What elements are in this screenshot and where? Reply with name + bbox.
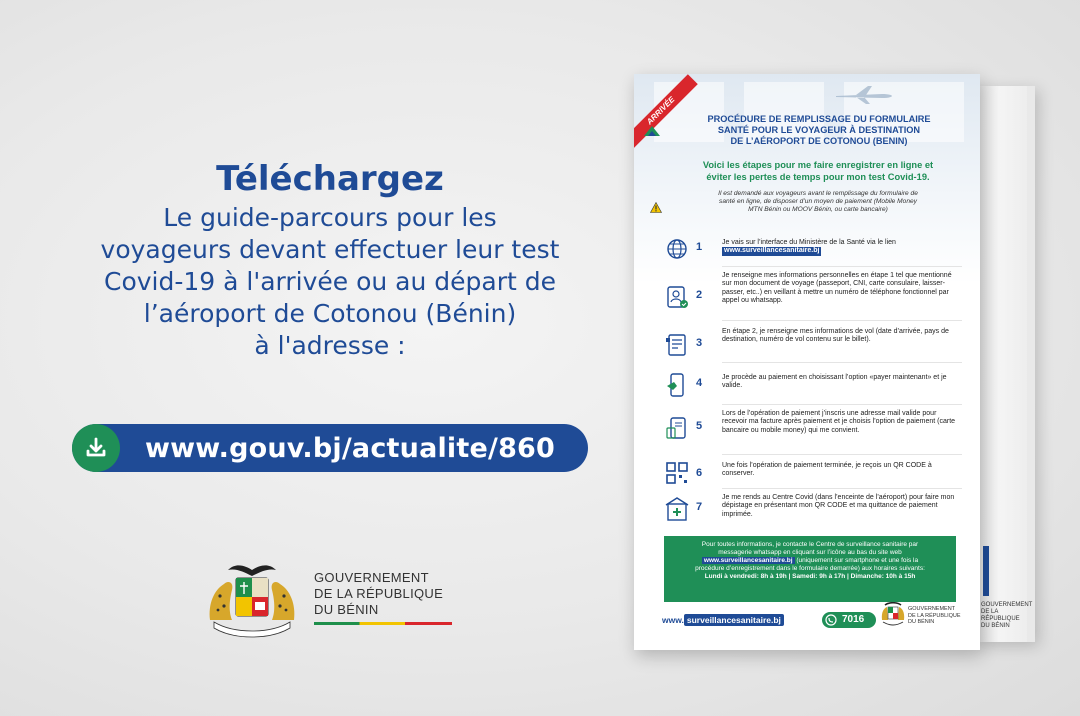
- step-divider: [722, 320, 962, 321]
- back-page-gov-line: GOUVERNEMENT: [981, 602, 1033, 608]
- brochure-subtitle-line: Voici les étapes pour me faire enregistrer en ligne et: [702, 160, 934, 170]
- brochure-footer: [662, 606, 972, 640]
- brochure-subtitle-line: éviter les pertes de temps pour mon test Covid-19.: [706, 171, 930, 182]
- brochure-back-page: [975, 86, 1035, 642]
- step-number: 5: [696, 420, 703, 432]
- brochure-title-line: PROCÉDURE DE REMPLISSAGE DU FORMULAIRE: [707, 114, 931, 124]
- step-divider: [722, 362, 962, 363]
- warning-line: MTN Bénin ou MOOV Bénin, ou carte bancaire): [748, 206, 888, 213]
- step-number: 1: [696, 241, 703, 253]
- step-divider: [722, 404, 962, 405]
- back-page-accent: [983, 546, 989, 596]
- headline-title: Téléchargez: [216, 159, 444, 199]
- covid-center-icon: [664, 496, 690, 522]
- footer-gov-line: GOUVERNEMENT: [908, 606, 956, 612]
- brochure-title-line: SANTÉ POUR LE VOYAGEUR À DESTINATION: [717, 125, 921, 135]
- warning-icon: [650, 202, 662, 213]
- info-line-tail: (uniquement sur smartphone et une fois la: [794, 557, 919, 564]
- footer-gov-line: DE LA RÉPUBLIQUE: [908, 612, 961, 619]
- step-text: Je procède au paiement en choisissant l’option «payer maintenant» et je valide.: [722, 374, 947, 390]
- step-number: 7: [696, 501, 703, 513]
- globe-icon: [664, 236, 690, 262]
- step-number: 3: [696, 337, 703, 349]
- step-text: Je me rends au Centre Covid (dans l’enceinte de l’aéroport) pour faire mon dépistage en présentant mon QR CODE et ma quittance de paiement imprimée.: [722, 494, 955, 518]
- brochure-title-line: DE L’AÉROPORT DE COTONOU (BENIN): [730, 136, 908, 146]
- step-text: Une fois l’opération de paiement terminée, je reçois un QR CODE à conserver.: [722, 462, 932, 478]
- step-text: Lors de l’opération de paiement j’inscris une adresse mail valide pour recevoir ma facture après paiement et je choisis l’option de paiement (carte bancaire ou mobile money) qui me convient.: [722, 410, 956, 434]
- brochure-front-page: [634, 74, 980, 650]
- footer-site-prefix: www.: [662, 615, 684, 625]
- government-logo: [206, 560, 466, 640]
- info-line: procédure d’enregistrement dans le formulaire demarrée) aux horaires suivants:: [695, 565, 925, 572]
- headline-block: [40, 158, 620, 362]
- download-icon: [72, 424, 120, 472]
- download-link-button[interactable]: [72, 424, 588, 472]
- whatsapp-icon: [825, 614, 837, 626]
- headline-line: à l'adresse :: [254, 331, 406, 360]
- step-text: Je renseigne mes informations personnelles en étape 1 tel que mentionné sur mon document de voyage (passeport, CNI, carte consulaire, laisser-passer, etc..) en veillant à mettre un numéro de téléphone fonctionnel par appel ou whatsapp.: [722, 272, 952, 305]
- info-line: messagerie whatsapp en cliquant sur l’icône au bas du site web: [718, 549, 902, 556]
- brochure-title: [674, 114, 964, 147]
- step-number: 4: [696, 377, 703, 389]
- form-icon: [664, 332, 690, 358]
- government-line: DU BÉNIN: [314, 602, 379, 617]
- brochure-subtitle: [668, 160, 968, 183]
- step-text: [722, 239, 962, 256]
- back-page-gov-line: DU BÉNIN: [981, 623, 1010, 629]
- airport-logo-icon: [642, 124, 662, 140]
- headline-line: voyageurs devant effectuer leur test: [100, 235, 560, 264]
- step-number: 2: [696, 289, 703, 301]
- government-line: DE LA RÉPUBLIQUE: [314, 586, 444, 601]
- back-page-gov-text: [981, 602, 1035, 630]
- headline-line: l’aéroport de Cotonou (Bénin): [143, 299, 517, 328]
- flag-stripe: [314, 622, 452, 625]
- headline-line: Covid-19 à l'arrivée ou au départ de: [103, 267, 557, 296]
- footer-site-main: surveillancesanitaire.bj: [684, 614, 784, 626]
- payment-warning: [668, 190, 968, 214]
- info-line: [672, 557, 948, 565]
- airplane-icon: [834, 84, 894, 106]
- hours-text: Lundi à vendredi: 8h à 19h | Samedi: 9h à 17h | Dimanche: 10h à 15h: [704, 573, 916, 580]
- whatsapp-number: 7016: [842, 614, 865, 625]
- invoice-icon: [664, 416, 690, 442]
- warning-line: Il est demandé aux voyageurs avant le remplissage du formulaire de: [718, 190, 918, 197]
- info-hours: [672, 573, 948, 581]
- step-text: En étape 2, je renseigne mes informations de vol (date d’arrivée, pays de destination, numéro de vol contenu sur le billet).: [722, 328, 949, 344]
- footer-gov-line: DU BÉNIN: [908, 619, 935, 625]
- step-description: Je vais sur l’interface du Ministère de la Santé via le lien: [722, 239, 896, 246]
- back-page-gov-line: DE LA RÉPUBLIQUE: [981, 609, 1020, 622]
- id-card-icon: [664, 284, 690, 310]
- step-divider: [722, 266, 962, 267]
- coat-of-arms-small-icon: [880, 602, 906, 628]
- whatsapp-contact[interactable]: [822, 612, 876, 628]
- back-page-edge: [1027, 86, 1035, 642]
- government-name: [314, 570, 443, 618]
- contact-info-box: [664, 536, 956, 602]
- step-divider: [722, 454, 962, 455]
- info-link[interactable]: www.surveillancesanitaire.bj: [703, 557, 793, 564]
- headline-line: Le guide-parcours pour les: [163, 203, 497, 232]
- arrival-badge: ARRIVÉE: [634, 74, 698, 148]
- footer-website[interactable]: [662, 615, 784, 625]
- qr-code-icon: [664, 460, 690, 486]
- step-number: 6: [696, 467, 703, 479]
- info-line: Pour toutes informations, je contacte le Centre de surveillance sanitaire par: [701, 541, 919, 548]
- government-line: GOUVERNEMENT: [314, 570, 429, 585]
- download-url[interactable]: www.gouv.bj/actualite/860: [144, 432, 556, 464]
- warning-line: santé en ligne, de disposer d’un moyen de paiement (Mobile Money: [719, 198, 917, 205]
- headline-description: [40, 202, 620, 362]
- step-divider: [722, 488, 962, 489]
- mobile-payment-icon: [664, 372, 690, 398]
- coat-of-arms-icon: [206, 560, 298, 640]
- footer-government: [908, 606, 961, 626]
- surveillance-link[interactable]: www.surveillancesanitaire.bj: [724, 247, 820, 255]
